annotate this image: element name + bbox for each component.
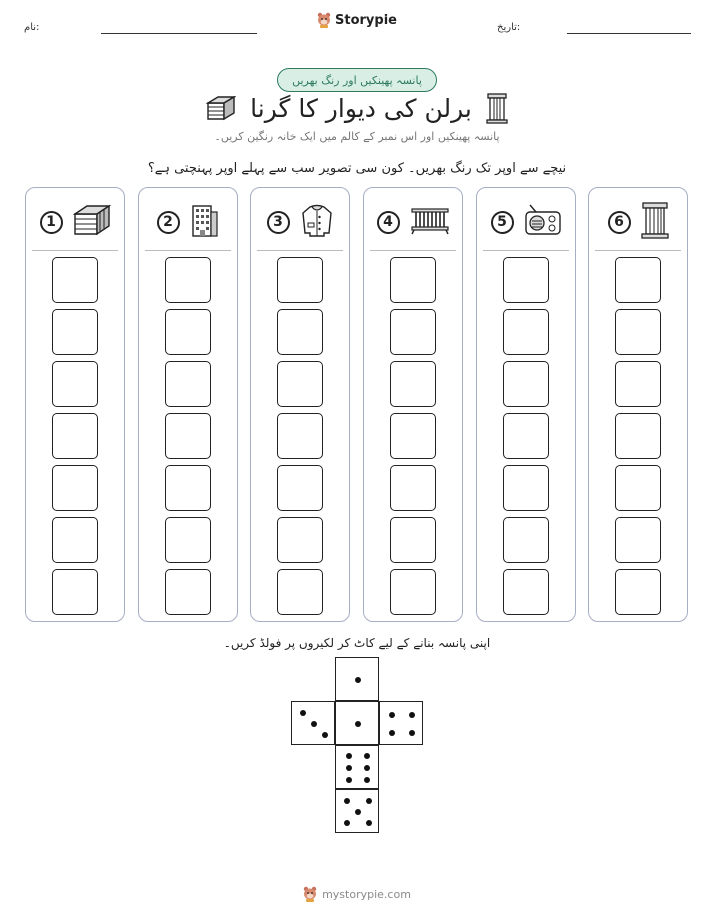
color-cell[interactable] [503, 413, 549, 459]
dice-pip [346, 777, 352, 783]
color-cell[interactable] [165, 257, 211, 303]
color-cell[interactable] [277, 309, 323, 355]
color-cell[interactable] [52, 465, 98, 511]
building-icon [190, 202, 220, 242]
dice-column-6 [588, 187, 688, 622]
dice-face [335, 789, 379, 833]
dice-column-4 [363, 187, 463, 622]
column-number: 5 [491, 211, 514, 234]
dice-pip [311, 721, 317, 727]
dice-pip [346, 753, 352, 759]
column-number: 6 [608, 211, 631, 234]
color-cell[interactable] [615, 569, 661, 615]
dice-pip [389, 712, 395, 718]
dice-pip [355, 677, 361, 683]
color-cell[interactable] [390, 517, 436, 563]
color-cell[interactable] [165, 569, 211, 615]
color-cell[interactable] [165, 517, 211, 563]
column-divider [257, 250, 343, 251]
dice-pip [322, 732, 328, 738]
column-divider [32, 250, 118, 251]
color-cell[interactable] [165, 309, 211, 355]
dice-pip [409, 730, 415, 736]
color-cell[interactable] [277, 257, 323, 303]
color-cell[interactable] [615, 309, 661, 355]
color-cell[interactable] [503, 309, 549, 355]
dice-column-2 [138, 187, 238, 622]
mascot-icon [303, 886, 317, 902]
color-cell[interactable] [277, 361, 323, 407]
color-cell[interactable] [165, 361, 211, 407]
brand-name: Storypie [335, 12, 397, 28]
color-cell[interactable] [390, 257, 436, 303]
name-line[interactable] [101, 33, 257, 34]
color-cell[interactable] [52, 361, 98, 407]
color-cell[interactable] [390, 361, 436, 407]
color-cell[interactable] [277, 569, 323, 615]
column-header [477, 196, 575, 248]
color-cell[interactable] [615, 465, 661, 511]
instruction: نیچے سے اوپر تک رنگ بھریں۔ کون سی تصویر سب سے پہلے اوپر پہنچتی ہے؟ [147, 161, 567, 176]
dice-face [335, 657, 379, 701]
barrier-icon [410, 205, 450, 239]
column-divider [145, 250, 231, 251]
column-number: 4 [377, 211, 400, 234]
dice-pip [366, 820, 372, 826]
column-divider [595, 250, 681, 251]
dice-pip [344, 820, 350, 826]
column-divider [370, 250, 456, 251]
coat-icon [300, 203, 334, 241]
color-cell[interactable] [165, 413, 211, 459]
radio-icon [524, 204, 562, 240]
dice-pip [364, 753, 370, 759]
color-cell[interactable] [52, 309, 98, 355]
color-cell[interactable] [503, 569, 549, 615]
activity-badge: پانسہ پھینکیں اور رنگ بھریں [277, 68, 437, 92]
crate-icon [206, 95, 236, 121]
dice-pip [409, 712, 415, 718]
brand-logo [0, 12, 714, 28]
dice-face [335, 701, 379, 745]
page-title: برلن کی دیوار کا گرنا [250, 93, 472, 123]
dice-pip [364, 777, 370, 783]
color-cell[interactable] [390, 413, 436, 459]
color-cell[interactable] [52, 257, 98, 303]
dice-pip [364, 765, 370, 771]
dice-pip [366, 798, 372, 804]
crate-icon [73, 204, 111, 240]
color-cell[interactable] [277, 413, 323, 459]
color-cell[interactable] [52, 517, 98, 563]
dice-pip [344, 798, 350, 804]
column-header [364, 196, 462, 248]
dice-instruction: اپنی پانسہ بنانے کے لیے کاٹ کر لکیروں پر فولڈ کریں۔ [223, 636, 491, 650]
color-cell[interactable] [615, 517, 661, 563]
date-label: تاریخ: [497, 22, 521, 33]
color-cell[interactable] [52, 413, 98, 459]
dice-pip [389, 730, 395, 736]
dice-pip [355, 721, 361, 727]
footer-url[interactable]: mystorypie.com [322, 887, 411, 901]
color-cell[interactable] [277, 465, 323, 511]
color-cell[interactable] [503, 257, 549, 303]
column-number: 3 [267, 211, 290, 234]
dice-pip [346, 765, 352, 771]
column-number: 2 [157, 211, 180, 234]
pillar-icon [486, 92, 508, 124]
dice-pip [300, 710, 306, 716]
color-cell[interactable] [503, 465, 549, 511]
name-label: نام: [24, 22, 40, 33]
column-divider [483, 250, 569, 251]
date-line[interactable] [567, 33, 691, 34]
dice-pip [355, 809, 361, 815]
dice-column-5 [476, 187, 576, 622]
color-cell[interactable] [615, 257, 661, 303]
color-cell[interactable] [503, 361, 549, 407]
title-row [0, 92, 714, 124]
color-cell[interactable] [165, 465, 211, 511]
dice-column-3 [250, 187, 350, 622]
column-header [589, 196, 687, 248]
color-cell[interactable] [390, 569, 436, 615]
dice-column-1 [25, 187, 125, 622]
color-cell[interactable] [390, 465, 436, 511]
color-cell[interactable] [615, 361, 661, 407]
dice-face [379, 701, 423, 745]
footer [0, 886, 714, 902]
column-number: 1 [40, 211, 63, 234]
dice-face [335, 745, 379, 789]
color-cell[interactable] [615, 413, 661, 459]
color-cell[interactable] [277, 517, 323, 563]
color-cell[interactable] [503, 517, 549, 563]
subtitle: پانسہ پھینکیں اور اس نمبر کے کالم میں ایک خانہ رنگین کریں۔ [214, 130, 500, 143]
column-header [139, 196, 237, 248]
pillar-icon [641, 201, 669, 243]
color-cell[interactable] [390, 309, 436, 355]
color-cell[interactable] [52, 569, 98, 615]
column-header [251, 196, 349, 248]
mascot-icon [317, 12, 331, 28]
column-header [26, 196, 124, 248]
dice-face [291, 701, 335, 745]
